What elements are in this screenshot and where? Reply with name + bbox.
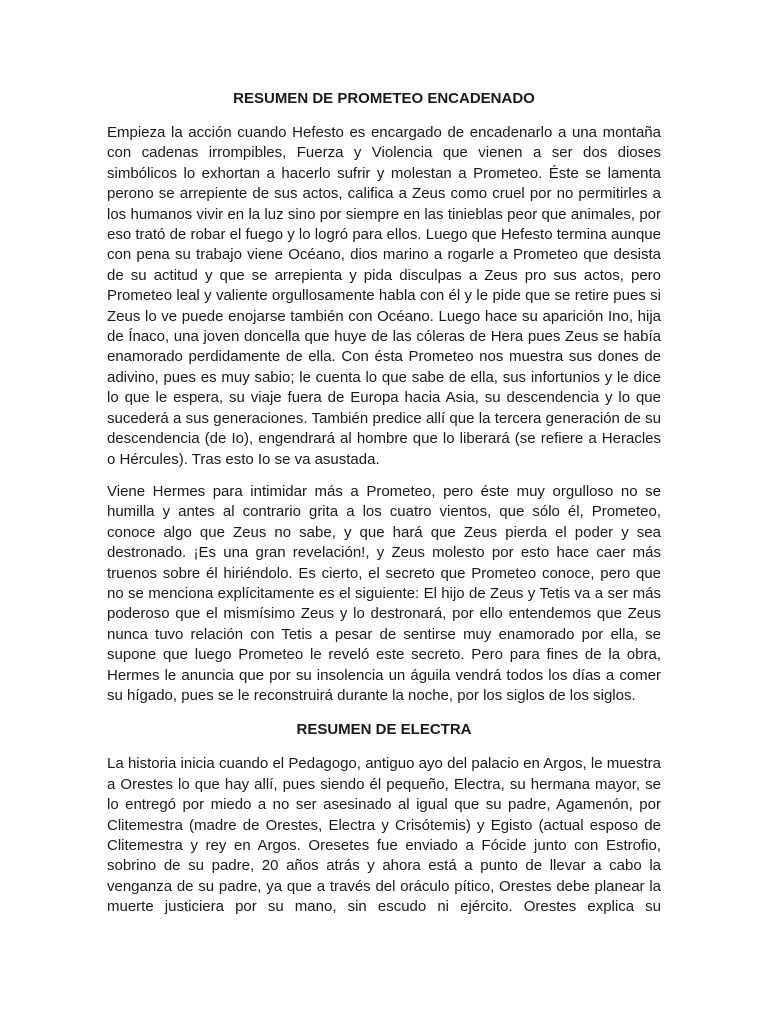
- document-page: [107, 84, 661, 918]
- paragraph-prometeo-2: Viene Hermes para intimidar más a Prometeo, pero éste muy orgulloso no se humilla y antes al contrario grita a los cuatro vientos, que sólo él, Prometeo, conoce algo que Zeus no sabe, y que hará que Zeus pierda el poder y sea destronado. ¡Es una gran revelación!, y Zeus molesto por esto hace caer más truenos sobre él hiriéndolo. Es cierto, el secreto que Prometeo conoce, pero que no se menciona explícitamente es el siguiente: El hijo de Zeus y Tetis va a ser más poderoso que el mismísimo Zeus y lo destronará, por ello entendemos que Zeus nunca tuvo relación con Tetis a pesar de sentirse muy enamorado por ella, se supone que luego Prometeo le reveló este secreto. Pero para fines de la obra, Hermes le anuncia que por su insolencia un águila vendrá todos los días a comer su hígado, pues se le reconstruirá durante la noche, por los siglos de los siglos.: [107, 482, 661, 704]
- paragraph-prometeo-1: Empieza la acción cuando Hefesto es encargado de encadenarlo a una montaña con cadenas irrompibles, Fuerza y Violencia que vienen a ser dos dioses simbólicos lo exhortan a hacerlo sufrir y molestan a Prometeo. Éste se lamenta perono se arrepiente de sus actos, califica a Zeus como cruel por no permitirles a los humanos vivir en la luz sino por siempre en las tinieblas peor que animales, por eso trató de robar el fuego y lo logró para ellos. Luego que Hefesto termina aunque con pena su trabajo viene Océano, dios marino a rogarle a Prometeo que desista de su actitud y que se arrepienta y pida disculpas a Zeus pro sus actos, pero Prometeo leal y valiente orgullosamente habla con él y le pide que se retire pues si Zeus lo ve puede enojarse también con Océano. Luego hace su aparición Ino, hija de Ínaco, una joven doncella que huye de las cóleras de Hera pues Zeus se había enamorado perdidamente de ella. Con ésta Prometeo nos muestra sus dones de adivino, pues es muy sabio; le cuenta lo que sabe de ella, sus infortunios y le dice lo que le espera, su viaje fuera de Europa hacia Asia, su descendencia y lo que sucederá a sus generaciones. También predice allí que la tercera generación de su descendencia (de Io), engendrará al hombre que lo liberará (se refiere a Heracles o Hércules). Tras esto Io se va asustada.: [107, 124, 661, 468]
- heading-prometeo: RESUMEN DE PROMETEO ENCADENADO: [233, 90, 535, 107]
- paragraph-electra: La historia inicia cuando el Pedagogo, antiguo ayo del palacio en Argos, le muestra a Orestes lo que hay allí, pues siendo él pequeño, Electra, su hermana mayor, se lo entregó por miedo a no ser asesinado al igual que su padre, Agamenón, por Clitemestra (madre de Orestes, Electra y Crisótemis) y Egisto (actual esposo de Clitemestra y rey en Argos. Oresetes fue enviado a Fócide junto con Estrofio, sobrino de su padre, 20 años atrás y ahora está a punto de llevar a cabo la venganza de su padre, ya que a través del oráculo pítico, Orestes debe planear la muerte justiciera por su mano, sin escudo ni ejército. Orestes explica su: [107, 755, 661, 916]
- heading-electra: RESUMEN DE ELECTRA: [296, 721, 472, 739]
